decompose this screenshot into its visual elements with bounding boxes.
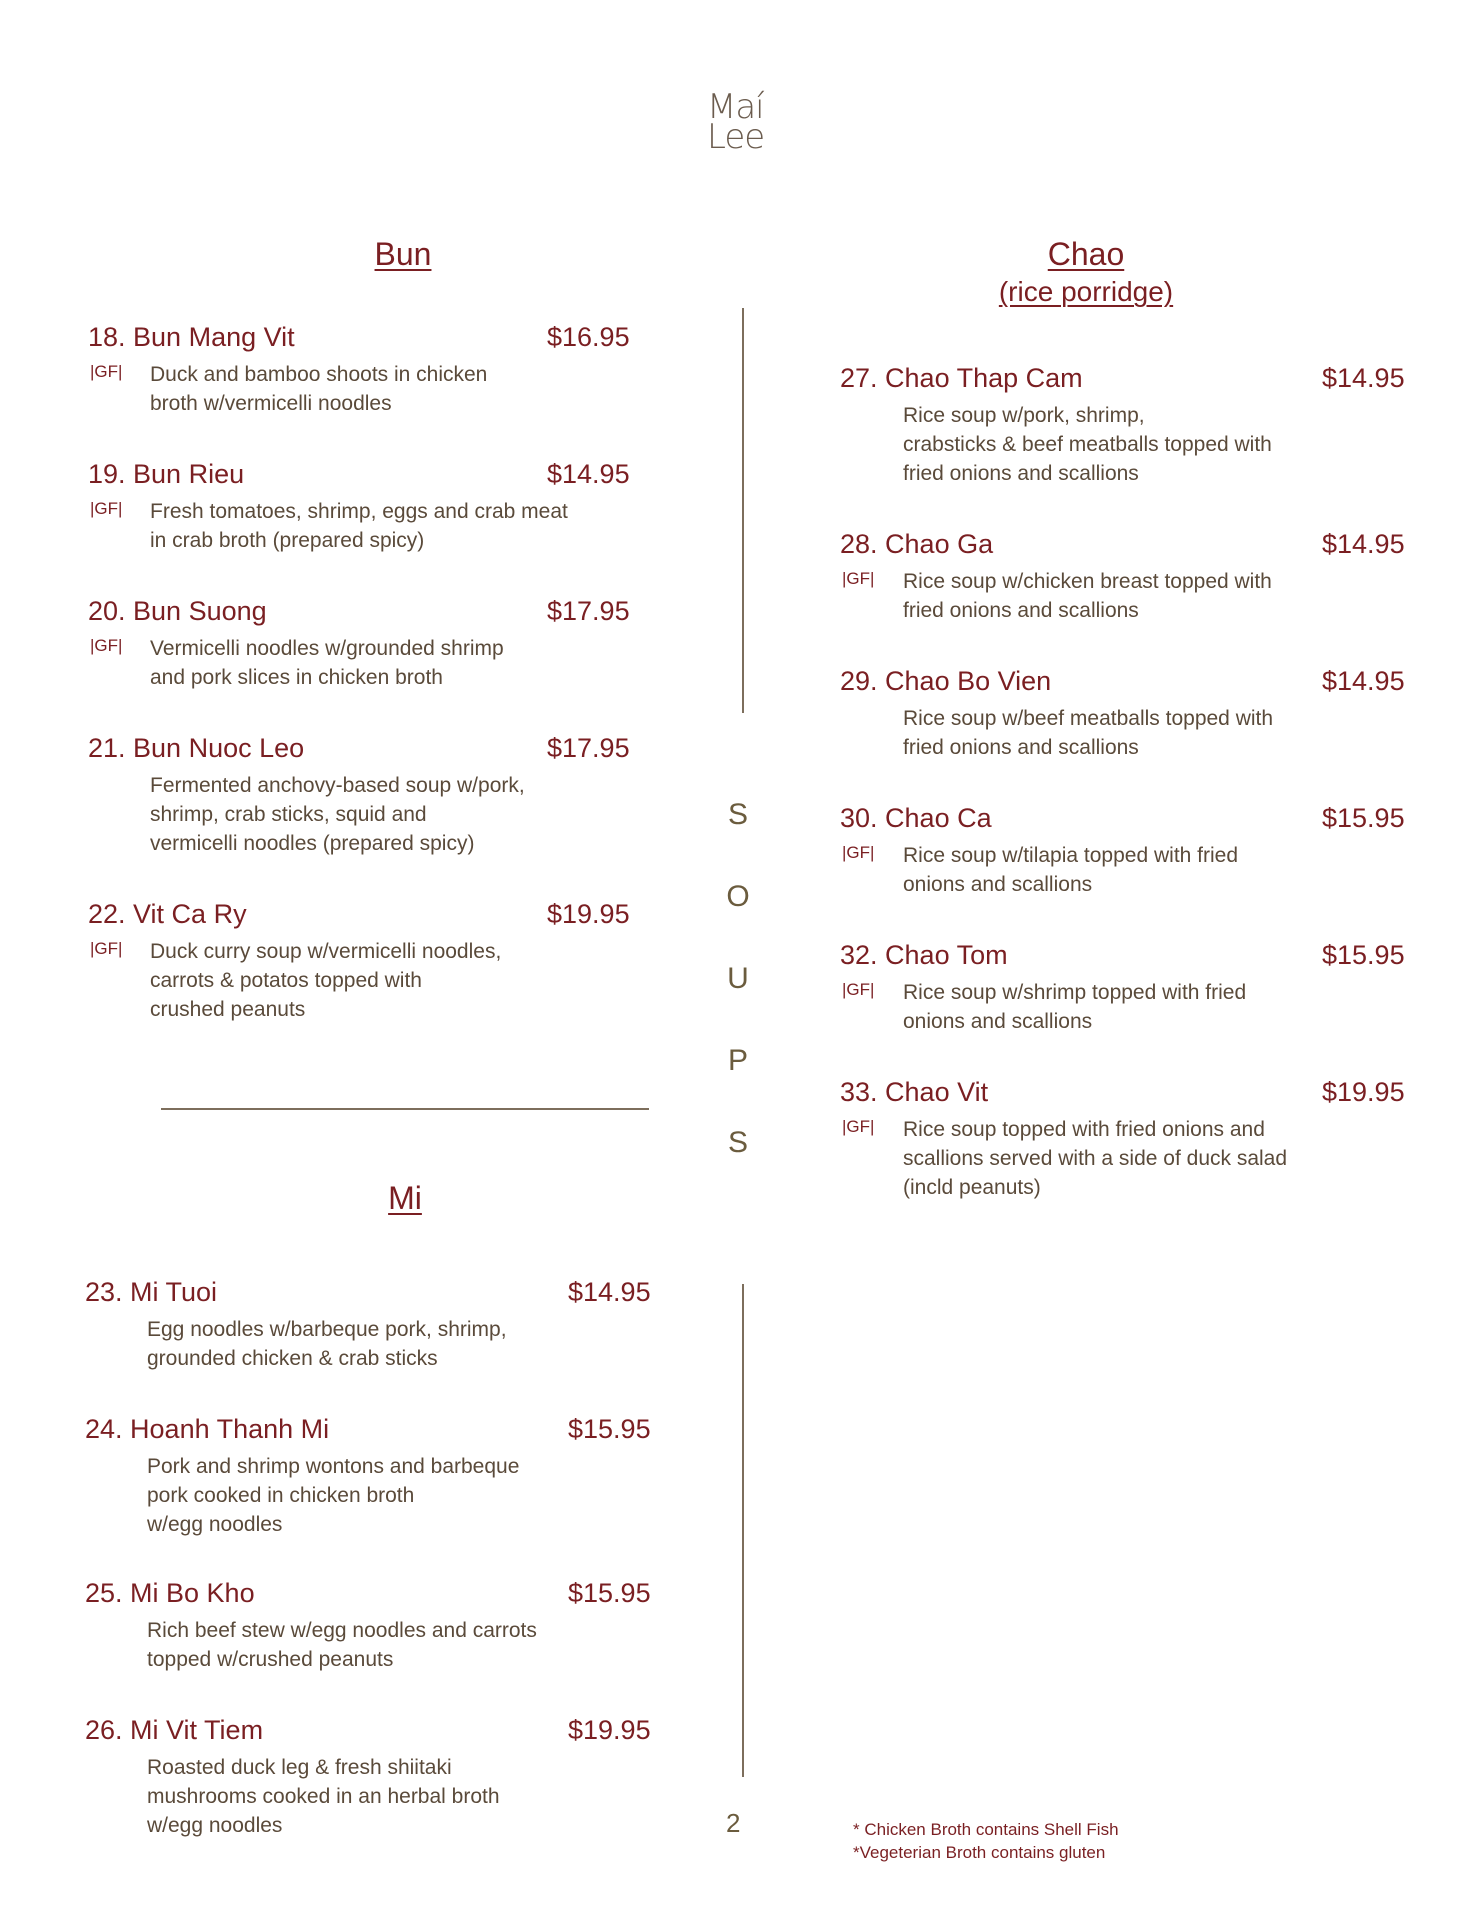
logo-line-1: Maí: [707, 87, 764, 127]
item-price: $14.95: [547, 459, 630, 489]
footnote-gluten: *Vegeterian Broth contains gluten: [853, 1843, 1106, 1862]
soups-letter: P: [727, 1044, 748, 1077]
brand-logo: [707, 87, 777, 157]
item-description: Fermented anchovy-based soup w/pork, shrimp, crab sticks, squid and vermicelli noodles (prepared spicy): [150, 774, 525, 855]
item-price: $15.95: [1322, 803, 1405, 833]
soups-letter: S: [727, 798, 748, 831]
gluten-free-badge: |GF|: [90, 939, 123, 958]
section-heading-mi: Mi: [388, 1180, 422, 1216]
item-description: Rice soup w/pork, shrimp, crabsticks & beef meatballs topped with fried onions and scallions: [903, 404, 1272, 485]
footnote-shellfish: * Chicken Broth contains Shell Fish: [853, 1820, 1119, 1839]
item-name: 24. Hoanh Thanh Mi: [85, 1414, 330, 1444]
item-price: $15.95: [1322, 940, 1405, 970]
item-price: $19.95: [568, 1715, 651, 1745]
item-name: 25. Mi Bo Kho: [85, 1578, 255, 1608]
gluten-free-badge: |GF|: [842, 980, 875, 999]
item-name: 21. Bun Nuoc Leo: [88, 733, 305, 763]
item-name: 33. Chao Vit: [840, 1077, 989, 1107]
page-number: 2: [726, 1808, 741, 1838]
item-description: Rice soup w/chicken breast topped with fried onions and scallions: [903, 570, 1272, 622]
item-name: 26. Mi Vit Tiem: [85, 1715, 264, 1745]
item-name: 19. Bun Rieu: [88, 459, 245, 489]
item-name: 22. Vit Ca Ry: [88, 899, 247, 929]
item-price: $19.95: [547, 899, 630, 929]
section-subheading-chao: (rice porridge): [998, 276, 1174, 307]
footnotes: [853, 1818, 1119, 1864]
item-name: 20. Bun Suong: [88, 596, 267, 626]
item-price: $16.95: [547, 322, 630, 352]
item-name: 28. Chao Ga: [840, 529, 994, 559]
item-price: $15.95: [568, 1578, 651, 1608]
gluten-free-badge: |GF|: [842, 569, 875, 588]
item-description: Duck and bamboo shoots in chicken broth w/vermicelli noodles: [150, 363, 488, 415]
center-divider-bottom: [742, 1284, 744, 1777]
gluten-free-badge: |GF|: [90, 499, 123, 518]
section-heading-bun: Bun: [374, 236, 432, 272]
item-price: $14.95: [1322, 363, 1405, 393]
item-description: Rich beef stew w/egg noodles and carrots topped w/crushed peanuts: [147, 1619, 537, 1671]
gluten-free-badge: |GF|: [90, 636, 123, 655]
item-name: 32. Chao Tom: [840, 940, 1008, 970]
item-price: $17.95: [547, 596, 630, 626]
item-price: $19.95: [1322, 1077, 1405, 1107]
item-name: 23. Mi Tuoi: [85, 1277, 218, 1307]
item-name: 27. Chao Thap Cam: [840, 363, 1083, 393]
center-divider-top: [742, 308, 744, 713]
item-description: Pork and shrimp wontons and barbeque pork cooked in chicken broth w/egg noodles: [147, 1455, 520, 1536]
item-price: $14.95: [1322, 666, 1405, 696]
item-description: Rice soup w/tilapia topped with fried onions and scallions: [903, 844, 1239, 896]
item-price: $15.95: [568, 1414, 651, 1444]
gluten-free-badge: |GF|: [842, 843, 875, 862]
item-description: Fresh tomatoes, shrimp, eggs and crab meat in crab broth (prepared spicy): [150, 500, 568, 552]
section-divider: [161, 1108, 649, 1110]
item-price: $14.95: [1322, 529, 1405, 559]
soups-letter: O: [726, 880, 750, 913]
item-name: 18. Bun Mang Vit: [88, 322, 295, 352]
item-price: $17.95: [547, 733, 630, 763]
section-heading-chao: Chao: [1047, 236, 1125, 272]
item-description: Vermicelli noodles w/grounded shrimp and pork slices in chicken broth: [150, 637, 504, 689]
item-description: Egg noodles w/barbeque pork, shrimp, grounded chicken & crab sticks: [147, 1318, 507, 1370]
item-description: Rice soup topped with fried onions and scallions served with a side of duck salad (incld peanuts): [903, 1118, 1288, 1199]
item-description: Rice soup w/beef meatballs topped with fried onions and scallions: [903, 707, 1274, 759]
logo-line-2: Lee: [707, 117, 765, 157]
item-description: Rice soup w/shrimp topped with fried onions and scallions: [903, 981, 1247, 1033]
item-description: Duck curry soup w/vermicelli noodles, carrots & potatos topped with crushed peanuts: [150, 940, 502, 1021]
soups-letter: S: [727, 1126, 748, 1159]
item-price: $14.95: [568, 1277, 651, 1307]
soups-letter: U: [727, 962, 749, 995]
item-name: 29. Chao Bo Vien: [840, 666, 1052, 696]
gluten-free-badge: |GF|: [90, 362, 123, 381]
item-name: 30. Chao Ca: [840, 803, 992, 833]
item-description: Roasted duck leg & fresh shiitaki mushrooms cooked in an herbal broth w/egg noodles: [147, 1756, 500, 1837]
gluten-free-badge: |GF|: [842, 1117, 875, 1136]
